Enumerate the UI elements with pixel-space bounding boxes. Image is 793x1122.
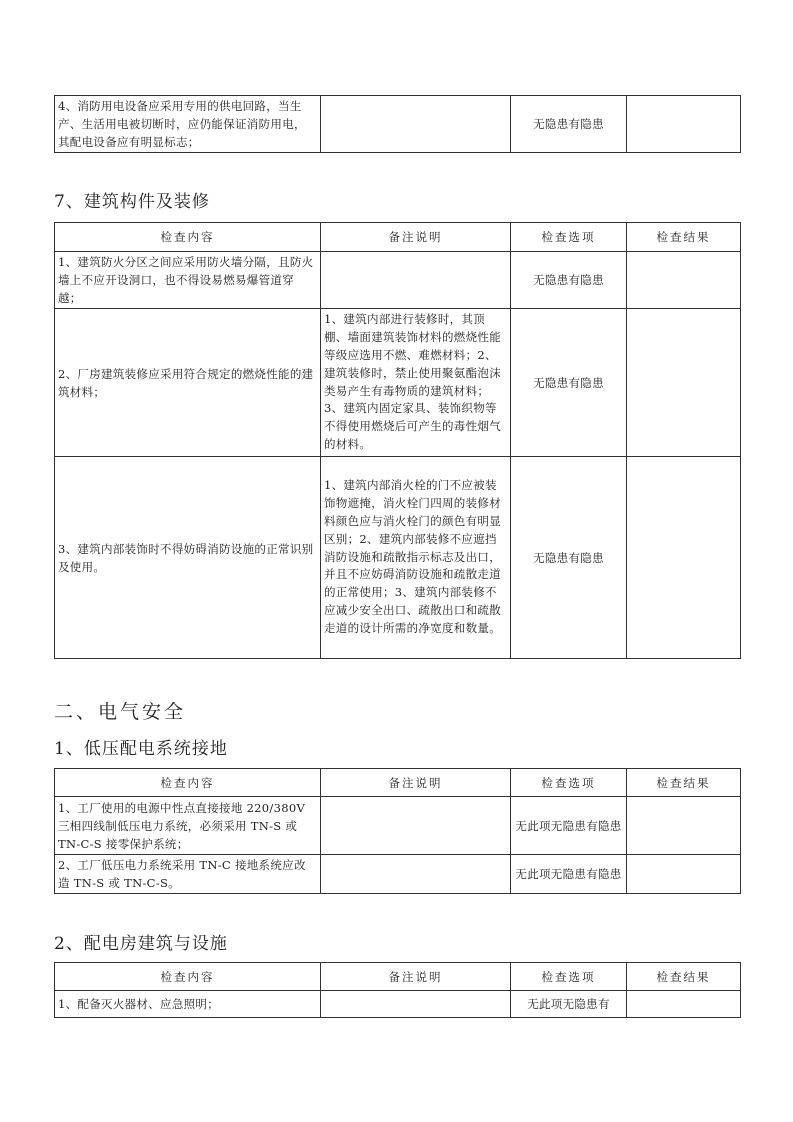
- section7-table: [54, 222, 741, 659]
- result-cell[interactable]: [627, 797, 741, 855]
- content-cell: 3、建筑内部装饰时不得妨碍消防设施的正常识别及使用。: [55, 457, 321, 659]
- table-row: [55, 797, 741, 855]
- top-table-block: [54, 95, 740, 153]
- section7-table-block: [54, 222, 740, 659]
- content-cell: 2、工厂低压电力系统采用 TN-C 接地系统应改造 TN-S 或 TN-C-S。: [55, 855, 321, 894]
- result-cell[interactable]: [627, 252, 741, 309]
- option-cell[interactable]: 无隐患有隐患: [511, 309, 627, 457]
- header-result: 检查结果: [627, 963, 741, 991]
- section1-table: [54, 768, 741, 894]
- header-result: 检查结果: [627, 769, 741, 797]
- section1-table-block: [54, 768, 740, 894]
- part-title: 二、电气安全: [54, 701, 187, 723]
- note-cell: [321, 855, 511, 894]
- note-cell: [321, 797, 511, 855]
- table-row: [55, 457, 741, 659]
- table-header-row: [55, 223, 741, 252]
- content-cell: 2、厂房建筑装修应采用符合规定的燃烧性能的建筑材料；: [55, 309, 321, 457]
- note-cell: 1、建筑内部消火栓的门不应被装饰物遮掩，消火栓门四周的装修材料颜色应与消火栓门的颜色有明显区别；2、建筑内部装修不应遮挡消防设施和疏散指示标志及出口，并且不应妨碍消防设施和疏散走道的正常使用；3、建筑内部装修不应减少安全出口、疏散出口和疏散走道的设计所需的净宽度和数量。: [321, 457, 511, 659]
- header-note: 备注说明: [321, 769, 511, 797]
- note-cell: [321, 252, 511, 309]
- option-cell[interactable]: 无此项无隐患有隐患: [511, 797, 627, 855]
- note-cell: 1、建筑内部进行装修时，其顶棚、墙面建筑装饰材料的燃烧性能等级应选用不燃、难燃材料；2、建筑装修时，禁止使用聚氨酯泡沫类易产生有毒物质的建筑材料；3、建筑内固定家具、装饰织物等不得使用燃烧后可产生的毒性烟气的材料。: [321, 309, 511, 457]
- section-title: 2、配电房建筑与设施: [54, 934, 228, 954]
- header-option: 检查选项: [511, 769, 627, 797]
- option-cell[interactable]: 无此项无隐患有: [511, 991, 627, 1018]
- table-row: [55, 309, 741, 457]
- table-header-row: [55, 963, 741, 991]
- table-header-row: [55, 769, 741, 797]
- table-row: [55, 991, 741, 1018]
- section-title: 7、建筑构件及装修: [54, 192, 210, 212]
- header-result: 检查结果: [627, 223, 741, 252]
- section2-table-block: [54, 962, 740, 1018]
- table-row: [55, 252, 741, 309]
- note-cell: [321, 991, 511, 1018]
- header-note: 备注说明: [321, 963, 511, 991]
- table-row: [55, 855, 741, 894]
- result-cell[interactable]: [627, 309, 741, 457]
- result-cell[interactable]: [627, 96, 741, 153]
- header-content: 检查内容: [55, 963, 321, 991]
- header-option: 检查选项: [511, 963, 627, 991]
- header-note: 备注说明: [321, 223, 511, 252]
- result-cell[interactable]: [627, 855, 741, 894]
- result-cell[interactable]: [627, 991, 741, 1018]
- header-content: 检查内容: [55, 223, 321, 252]
- section-title: 1、低压配电系统接地: [54, 739, 228, 759]
- content-cell: 1、建筑防火分区之间应采用防火墙分隔，且防火墙上不应开设洞口，也不得设易燃易爆管道穿越；: [55, 252, 321, 309]
- result-cell[interactable]: [627, 457, 741, 659]
- header-content: 检查内容: [55, 769, 321, 797]
- option-cell[interactable]: 无隐患有隐患: [511, 457, 627, 659]
- header-option: 检查选项: [511, 223, 627, 252]
- note-cell: [321, 96, 511, 153]
- section2-table: [54, 962, 741, 1018]
- option-cell[interactable]: 无此项无隐患有隐患: [511, 855, 627, 894]
- content-cell: 4、消防用电设备应采用专用的供电回路，当生产、生活用电被切断时，应仍能保证消防用电，其配电设备应有明显标志；: [55, 96, 321, 153]
- option-cell[interactable]: 无隐患有隐患: [511, 96, 627, 153]
- table-row: [55, 96, 741, 153]
- content-cell: 1、配备灭火器材、应急照明；: [55, 991, 321, 1018]
- content-cell: 1、工厂使用的电源中性点直接接地 220/380V 三相四线制低压电力系统，必须采用 TN-S 或 TN-C-S 接零保护系统；: [55, 797, 321, 855]
- option-cell[interactable]: 无隐患有隐患: [511, 252, 627, 309]
- top-table: [54, 95, 741, 153]
